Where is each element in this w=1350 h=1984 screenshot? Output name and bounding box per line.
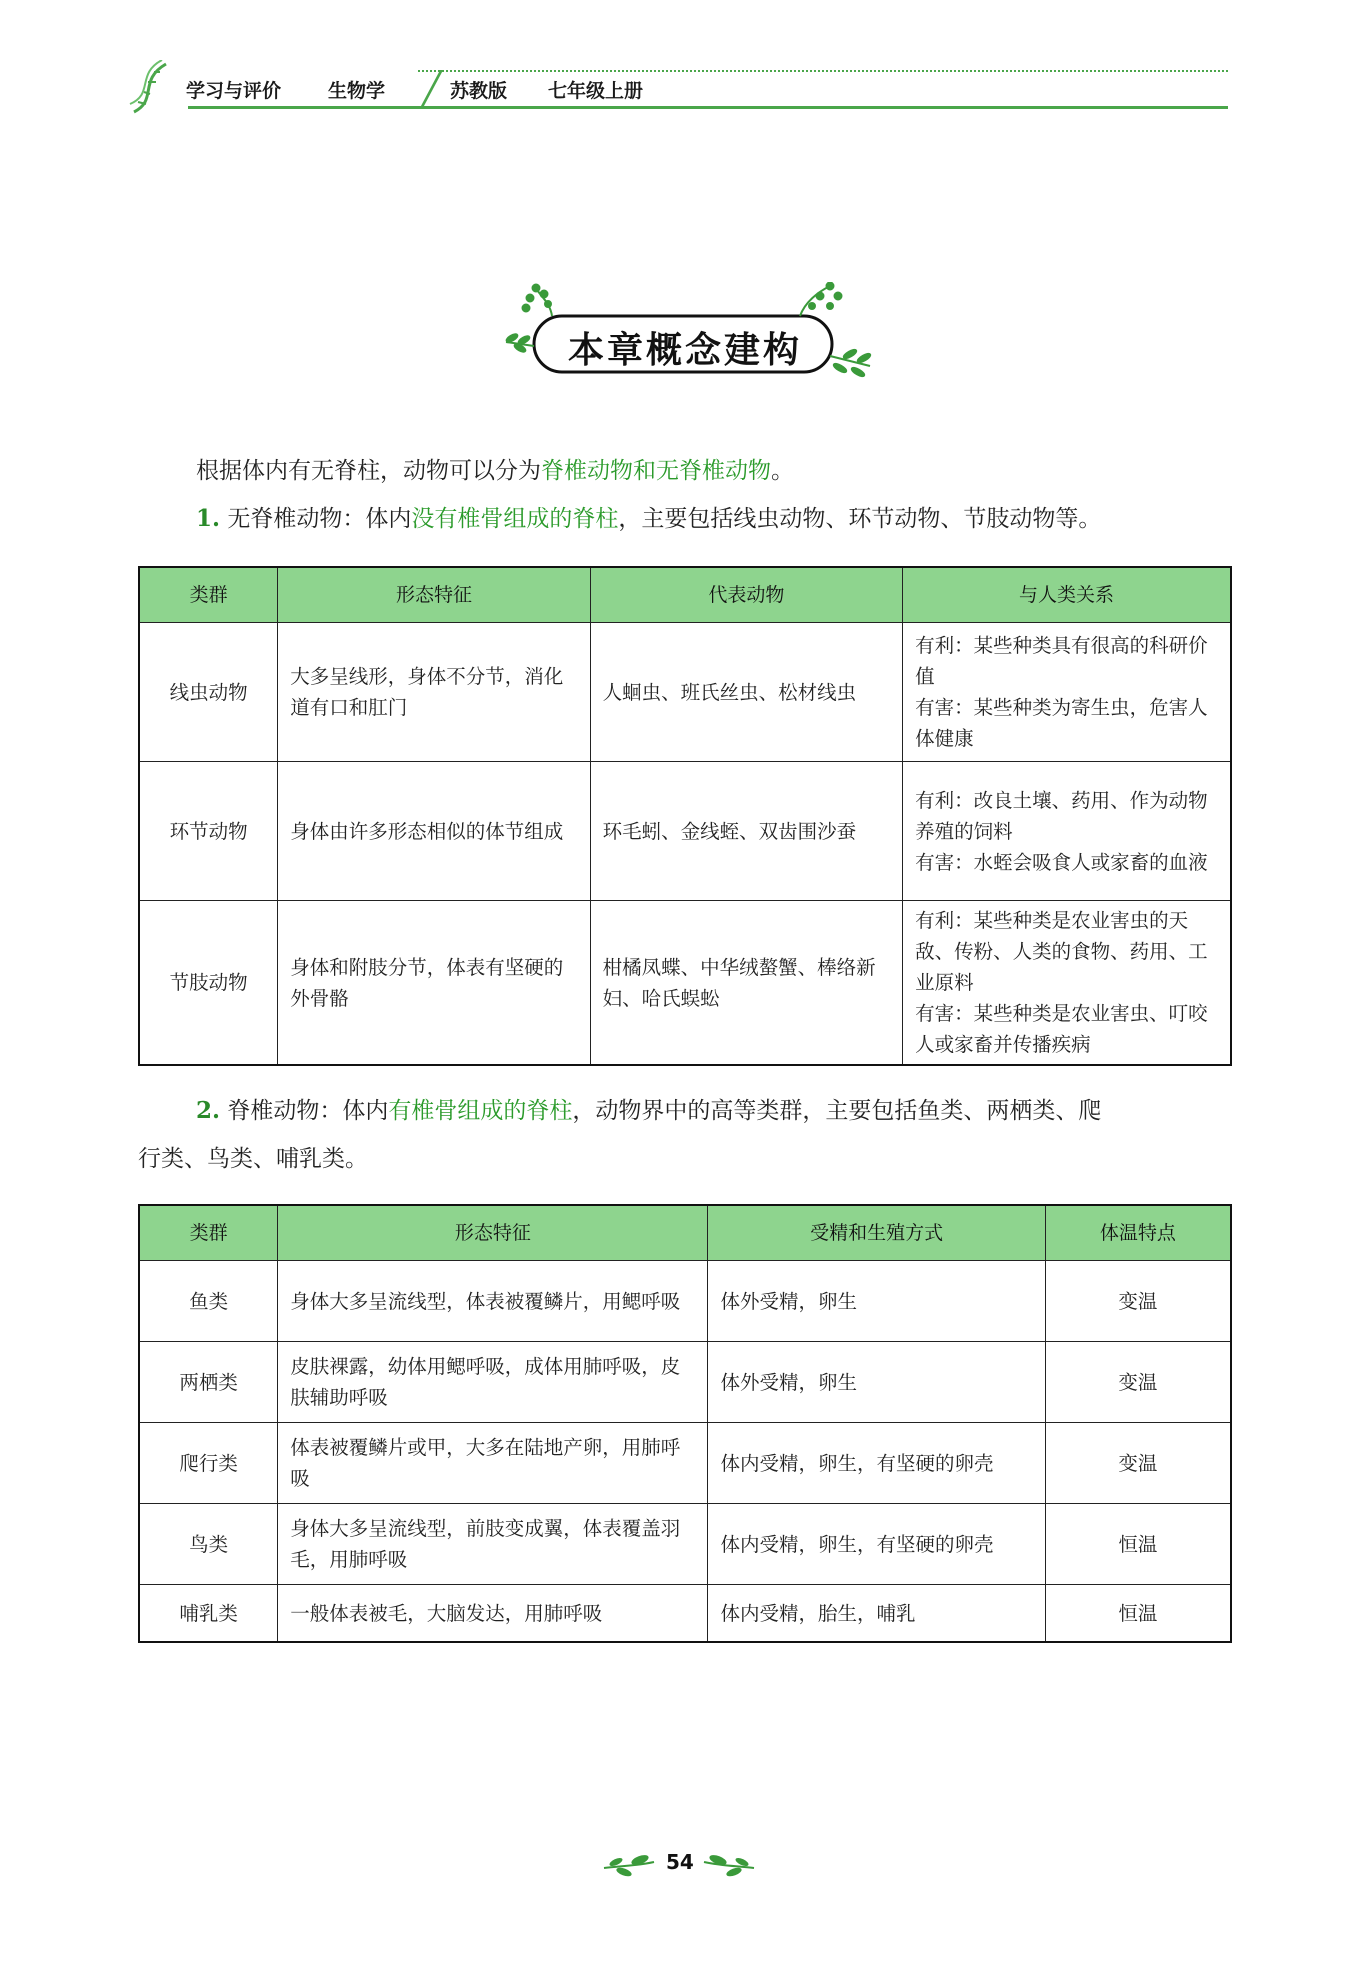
table-row	[139, 1423, 1231, 1504]
invertebrate-table	[138, 566, 1232, 1066]
section1-text-before: 无脊椎动物：体内	[227, 506, 412, 532]
group-cell: 鱼类	[139, 1261, 278, 1342]
page-header	[128, 60, 1228, 116]
relation-bad: 有害：水蛭会吸食人或家畜的血液	[915, 850, 1208, 874]
leaf-left-icon	[600, 1848, 656, 1880]
features-cell: 一般体表被毛，大脑发达，用肺呼吸	[278, 1585, 708, 1643]
header-dotted-rule	[418, 70, 1228, 72]
header-edition: 苏教版	[450, 80, 508, 102]
header-rule	[188, 106, 1228, 109]
group-cell: 两栖类	[139, 1342, 278, 1423]
table-header-cell: 类群	[139, 1205, 278, 1261]
relation-cell	[903, 762, 1231, 901]
table-header-cell: 类群	[139, 567, 278, 623]
header-subject: 生物学	[328, 80, 386, 102]
features-cell: 体表被覆鳞片或甲，大多在陆地产卵，用肺呼吸	[278, 1423, 708, 1504]
relation-bad: 有害：某些种类为寄生虫，危害人体健康	[915, 696, 1208, 750]
intro-text-before: 根据体内有无脊柱，动物可以分为	[196, 458, 541, 484]
features-cell: 身体和附肢分节，体表有坚硬的外骨骼	[278, 901, 590, 1066]
vertebrate-table	[138, 1204, 1232, 1643]
page-footer	[600, 1848, 760, 1880]
section2-number: 2.	[196, 1097, 221, 1124]
table-row	[139, 1342, 1231, 1423]
group-cell: 爬行类	[139, 1423, 278, 1504]
temperature-cell: 变温	[1045, 1342, 1231, 1423]
section2-paragraph	[196, 1088, 1236, 1134]
features-cell: 皮肤裸露，幼体用鳃呼吸，成体用肺呼吸，皮肤辅助呼吸	[278, 1342, 708, 1423]
features-cell: 大多呈线形，身体不分节，消化道有口和肛门	[278, 623, 590, 762]
table-header-row	[139, 1205, 1231, 1261]
section2-text-after: ，动物界中的高等类群，主要包括鱼类、两栖类、爬	[572, 1098, 1102, 1124]
reproduction-cell: 体内受精，卵生，有坚硬的卵壳	[708, 1504, 1045, 1585]
chapter-title: 本章概念建构	[567, 330, 802, 371]
table-header-cell: 形态特征	[278, 567, 590, 623]
chapter-title-badge	[500, 282, 875, 392]
reproduction-cell: 体内受精，卵生，有坚硬的卵壳	[708, 1423, 1045, 1504]
table-row	[139, 1585, 1231, 1643]
examples-cell: 人蛔虫、班氏丝虫、松材线虫	[590, 623, 902, 762]
intro-highlight: 脊椎动物和无脊椎动物	[541, 458, 771, 484]
features-cell: 身体大多呈流线型，前肢变成翼，体表覆盖羽毛，用肺呼吸	[278, 1504, 708, 1585]
table-header-cell: 体温特点	[1045, 1205, 1231, 1261]
header-divider	[420, 70, 443, 108]
table-header-row	[139, 567, 1231, 623]
dna-icon	[128, 60, 172, 116]
section1-paragraph	[196, 496, 1296, 542]
reproduction-cell: 体外受精，卵生	[708, 1261, 1045, 1342]
section2-highlight: 有椎骨组成的脊柱	[388, 1098, 573, 1124]
group-cell: 节肢动物	[139, 901, 278, 1066]
header-grade: 七年级上册	[548, 80, 644, 102]
intro-paragraph	[196, 448, 1296, 494]
relation-good: 有利：某些种类是农业害虫的天敌、传粉、人类的食物、药用、工业原料	[915, 909, 1208, 994]
section1-number: 1.	[196, 505, 221, 532]
table-header-cell: 受精和生殖方式	[708, 1205, 1045, 1261]
table-header-cell: 代表动物	[590, 567, 902, 623]
temperature-cell: 恒温	[1045, 1504, 1231, 1585]
group-cell: 环节动物	[139, 762, 278, 901]
relation-bad: 有害：某些种类是农业害虫、叮咬人或家畜并传播疾病	[915, 1002, 1208, 1056]
table-row	[139, 901, 1231, 1066]
features-cell: 身体大多呈流线型，体表被覆鳞片，用鳃呼吸	[278, 1261, 708, 1342]
table-header-cell: 形态特征	[278, 1205, 708, 1261]
relation-good: 有利：某些种类具有很高的科研价值	[915, 634, 1208, 688]
group-cell: 鸟类	[139, 1504, 278, 1585]
table-row	[139, 1504, 1231, 1585]
examples-cell: 环毛蚓、金线蛭、双齿围沙蚕	[590, 762, 902, 901]
page-number: 54	[666, 1850, 694, 1874]
leaf-right-icon	[702, 1848, 758, 1880]
table-header-cell: 与人类关系	[903, 567, 1231, 623]
intro-text-after: 。	[771, 458, 794, 484]
temperature-cell: 变温	[1045, 1261, 1231, 1342]
reproduction-cell: 体内受精，胎生，哺乳	[708, 1585, 1045, 1643]
section2-continued: 行类、鸟类、哺乳类。	[138, 1146, 368, 1172]
relation-good: 有利：改良土壤、药用、作为动物养殖的饲料	[915, 788, 1208, 843]
group-cell: 线虫动物	[139, 623, 278, 762]
relation-cell	[903, 623, 1231, 762]
table-row	[139, 1261, 1231, 1342]
reproduction-cell: 体外受精，卵生	[708, 1342, 1045, 1423]
header-series: 学习与评价	[186, 80, 282, 102]
examples-cell: 柑橘凤蝶、中华绒螯蟹、棒络新妇、哈氏蜈蚣	[590, 901, 902, 1066]
table-row	[139, 762, 1231, 901]
section1-highlight: 没有椎骨组成的脊柱	[411, 506, 619, 532]
group-cell: 哺乳类	[139, 1585, 278, 1643]
temperature-cell: 变温	[1045, 1423, 1231, 1504]
section1-text-after: ，主要包括线虫动物、环节动物、节肢动物等。	[618, 506, 1102, 532]
table-row	[139, 623, 1231, 762]
features-cell: 身体由许多形态相似的体节组成	[278, 762, 590, 901]
temperature-cell: 恒温	[1045, 1585, 1231, 1643]
relation-cell	[903, 901, 1231, 1066]
section2-text-before: 脊椎动物：体内	[227, 1098, 389, 1124]
